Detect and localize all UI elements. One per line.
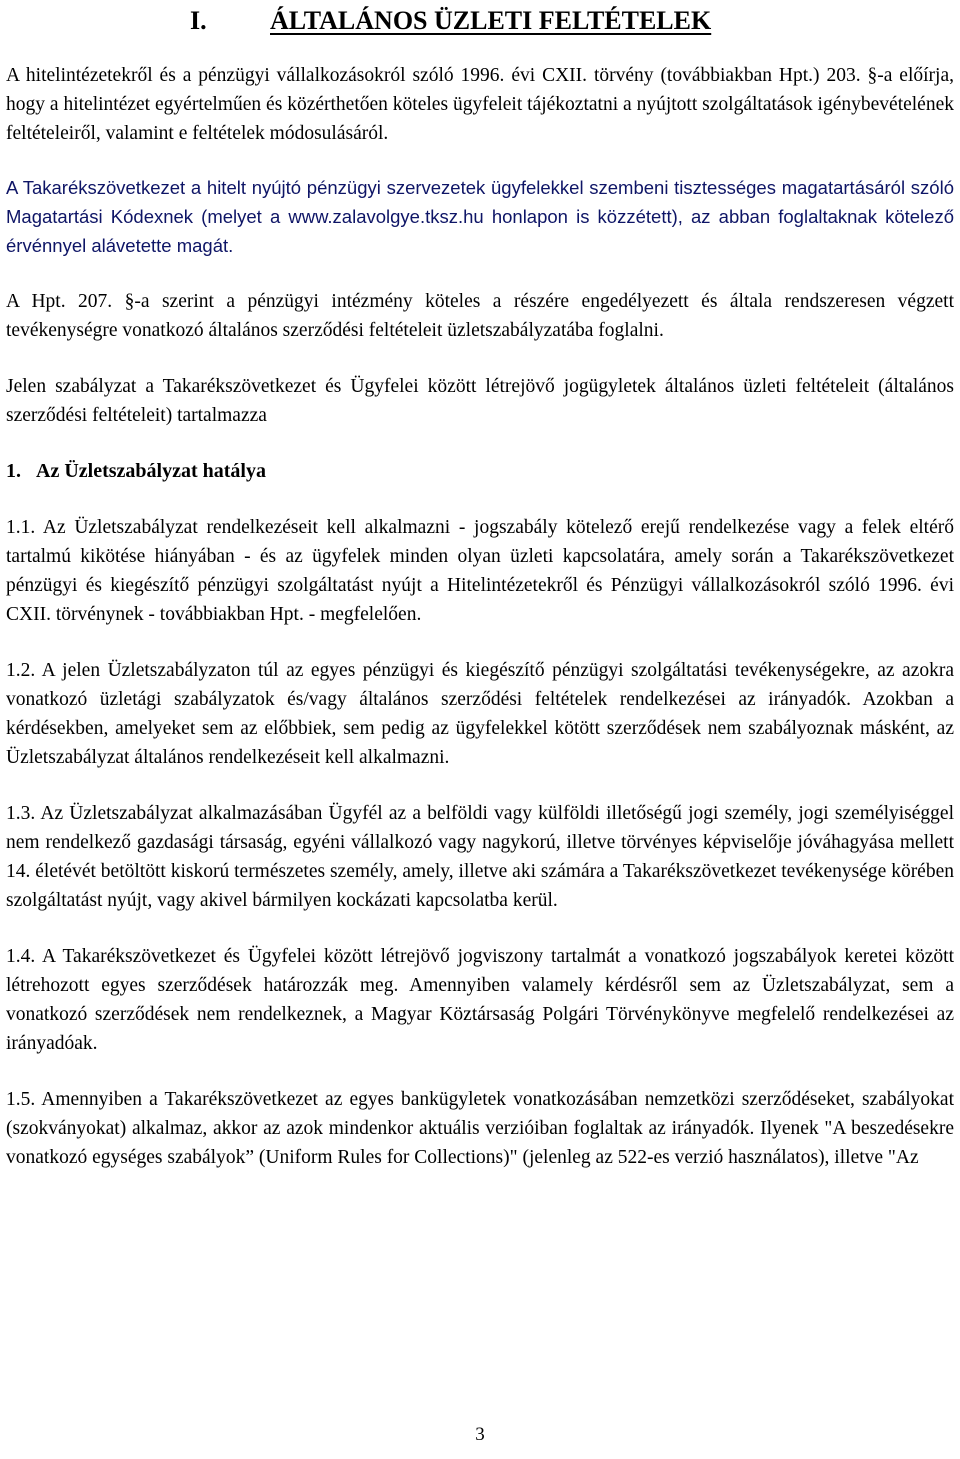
clause-1-4: 1.4. A Takarékszövetkezet és Ügyfelei között létrejövő jogviszony tartalmát a vonatkozó jogszabályok keretei között létrehozott egyes szerződések határozzák meg. Amennyiben valamely kérdésről sem az Üzletszabályzat, sem a vonatkozó szerződések nem rendelkeznek, a Magyar Köztársaság Polgári Törvénykönyve megfelelő rendelkezései az irányadóak. (6, 946, 954, 1054)
intro-paragraph-code-of-conduct: A Takarékszövetkezet a hitelt nyújtó pénzügyi szervezetek ügyfelekkel szembeni tisztességes magatartásáról szóló Magatartási Kódexnek (melyet a www.zalavolgye.tksz.hu honlapon is közzétett), az abban foglaltaknak kötelező érvénnyel alávetette magát. (6, 177, 954, 256)
clause-1-2: 1.2. A jelen Üzletszabályzaton túl az egyes pénzügyi és kiegészítő pénzügyi szolgáltatási tevékenységekre, az azokra vonatkozó üzletági szabályzatok és/vagy általános szerződési feltételek rendelkezései az irányadók. Azokban a kérdésekben, amelyeket sem az előbbiek, sem pedig az ügyfelekkel kötött szerződések nem szabályoznak másként, az Üzletszabályzat általános rendelkezéseit kell alkalmazni. (6, 660, 954, 768)
section-number: 1. (6, 460, 21, 482)
intro-paragraph-hpt-207: A Hpt. 207. §-a szerint a pénzügyi intézmény köteles a részére engedélyezett és általa rendszeresen végzett tevékenységre vonatkozó általános szerződési feltételeit üzletszabályzatába foglalni. (6, 291, 954, 341)
section-heading (6, 457, 954, 486)
page-number: 3 (475, 1424, 485, 1445)
chapter-title: ÁLTALÁNOS ÜZLETI FELTÉTELEK (270, 6, 712, 35)
document-page (6, 0, 954, 1172)
section-title: Az Üzletszabályzat hatálya (36, 460, 266, 482)
chapter-heading (6, 6, 954, 36)
clause-1-5: 1.5. Amennyiben a Takarékszövetkezet az egyes bankügyletek vonatkozásában nemzetközi szerződéseket, szabályokat (szokványokat) alkalmaz, akkor az azok mindenkor aktuális verzióiban foglaltak az irányadók. Ilyenek "A beszedésekre vonatkozó egységes szabályok” (Uniform Rules for Collections)" (jelenleg az 522-es verzió használatos), illetve "Az (6, 1089, 954, 1168)
chapter-number: I. (190, 6, 207, 35)
intro-paragraph-scope: Jelen szabályzat a Takarékszövetkezet és Ügyfelei között létrejövő jogügyletek általános üzleti feltételeit (általános szerződési feltételeit) tartalmazza (6, 376, 954, 426)
clause-1-3: 1.3. Az Üzletszabályzat alkalmazásában Ügyfél az a belföldi vagy külföldi illetőségű jogi személy, jogi személyiséggel nem rendelkező gazdasági társaság, egyéni vállalkozó vagy nagykorú, illetve törvényes képviselője jóváhagyása mellett 14. életévét betöltött kiskorú természetes személy, amely, illetve aki számára a Takarékszövetkezet tevékenysége körében szolgáltatást nyújt, vagy akivel bármilyen kockázati kapcsolatba kerül. (6, 803, 954, 911)
clause-1-1: 1.1. Az Üzletszabályzat rendelkezéseit kell alkalmazni - jogszabály kötelező erejű rendelkezése vagy a felek eltérő tartalmú kikötése hiányában - és az ügyfelek minden olyan üzleti kapcsolatára, amely során a Takarékszövetkezet pénzügyi és kiegészítő pénzügyi szolgáltatást nyújt a Hitelintézetekről és Pénzügyi vállalkozásokról szóló 1996. évi CXII. törvénynek - továbbiakban Hpt. - megfelelően. (6, 517, 954, 625)
intro-paragraph-hpt-203: A hitelintézetekről és a pénzügyi vállalkozásokról szóló 1996. évi CXII. törvény (továbbiakban Hpt.) 203. §-a előírja, hogy a hitelintézet egyértelműen és közérthetően köteles ügyfeleit tájékoztatni a nyújtott szolgáltatások igénybevételének feltételeiről, valamint e feltételek módosulásáról. (6, 65, 954, 144)
